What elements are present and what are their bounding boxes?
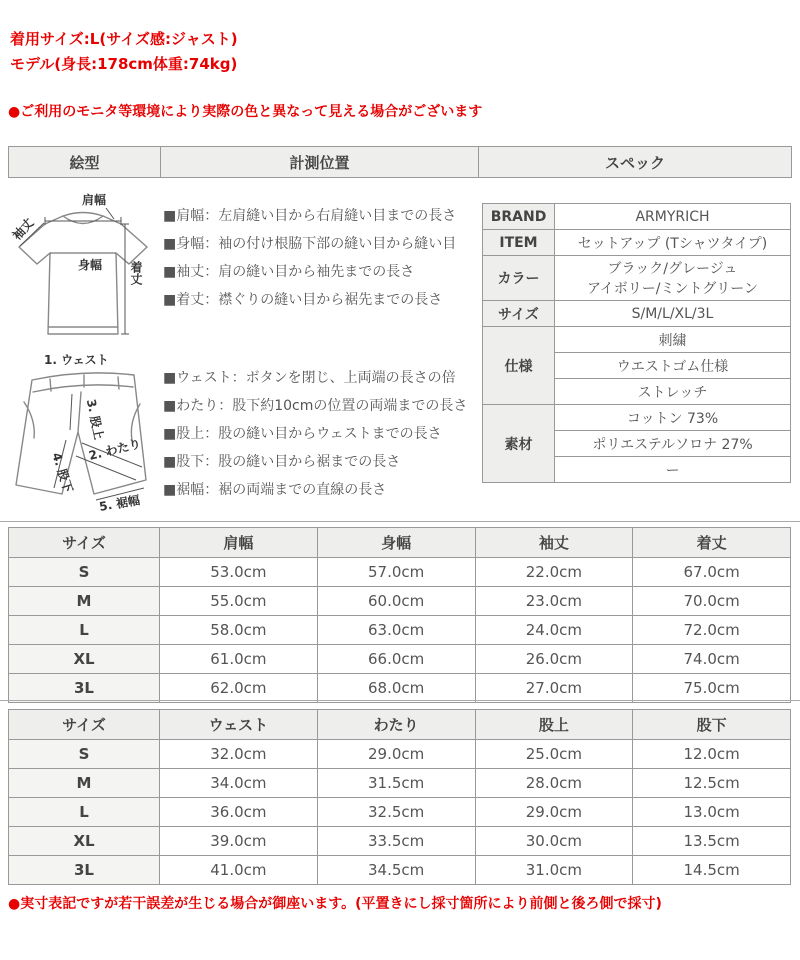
cell-value: 57.0cm [317, 558, 475, 587]
cell-value: 14.5cm [633, 856, 791, 885]
cell-value: 26.0cm [475, 645, 633, 674]
col-thigh: わたり [317, 710, 475, 740]
spec-brand-value: ARMYRICH [555, 204, 791, 230]
cell-value: 22.0cm [475, 558, 633, 587]
cell-value: 32.0cm [160, 740, 318, 769]
cell-value: 30.0cm [475, 827, 633, 856]
measure-rise: ■股上：股の縫い目からウェストまでの長さ [163, 426, 442, 442]
table-row [9, 769, 791, 798]
cell-value: 53.0cm [160, 558, 318, 587]
cell-value: 60.0cm [317, 587, 475, 616]
tshirt-diagram [6, 186, 161, 348]
tshirt-label-body-width: 身幅 [78, 258, 103, 272]
cell-value: 34.0cm [160, 769, 318, 798]
col-inseam: 股下 [633, 710, 791, 740]
spec-material-2: ポリエステルソロナ 27% [555, 431, 791, 457]
tshirt-outline [19, 213, 147, 335]
cell-value: 29.0cm [317, 740, 475, 769]
shorts-label-waist: 1. ウェスト [44, 353, 109, 367]
tshirt-collar [63, 216, 103, 224]
spec-features-label: 仕様 [483, 327, 555, 405]
cell-value: 61.0cm [160, 645, 318, 674]
shorts-waistband [33, 385, 133, 392]
cell-value: 12.5cm [633, 769, 791, 798]
tshirt-size-table [8, 527, 791, 703]
cell-value: 27.0cm [475, 674, 633, 703]
cell-value: 66.0cm [317, 645, 475, 674]
cell-value: 28.0cm [475, 769, 633, 798]
spec-brand-label: BRAND [483, 204, 555, 230]
size-s: S [9, 558, 160, 587]
col-size: サイズ [9, 528, 160, 558]
shorts-label-inseam: 4. 股下 [49, 450, 76, 495]
shorts-label-hem-width: 5. 裾幅 [98, 493, 141, 514]
cell-value: 32.5cm [317, 798, 475, 827]
shorts-size-table [8, 709, 791, 885]
col-body-length: 着丈 [633, 528, 791, 558]
cell-value: 63.0cm [317, 616, 475, 645]
measure-body-length: ■着丈：襟ぐりの縫い目から裾先までの長さ [163, 292, 443, 308]
size-xl: XL [9, 645, 160, 674]
table-row [9, 616, 791, 645]
measure-sleeve-length: ■袖丈：肩の縫い目から袖先までの長さ [163, 264, 415, 280]
divider-line-top [0, 521, 800, 522]
header-measure-position: 計測位置 [161, 147, 479, 178]
cell-value: 75.0cm [633, 674, 791, 703]
size-m: M [9, 587, 160, 616]
cell-value: 70.0cm [633, 587, 791, 616]
cell-value: 29.0cm [475, 798, 633, 827]
spec-color-line2: アイボリー/ミントグリーン [587, 281, 758, 297]
spec-feature-3: ストレッチ [555, 379, 791, 405]
tshirt-label-body-length: 着丈 [129, 261, 143, 285]
col-body-width: 身幅 [317, 528, 475, 558]
cell-value: 74.0cm [633, 645, 791, 674]
size-l: L [9, 616, 160, 645]
col-waist: ウェスト [160, 710, 318, 740]
cell-value: 13.5cm [633, 827, 791, 856]
cell-value: 31.0cm [475, 856, 633, 885]
measure-body-width: ■身幅：袖の付け根脇下部の縫い目から縫い目 [163, 236, 457, 252]
cell-value: 12.0cm [633, 740, 791, 769]
cell-value: 72.0cm [633, 616, 791, 645]
cell-value: 13.0cm [633, 798, 791, 827]
spec-feature-2: ウエストゴム仕様 [555, 353, 791, 379]
col-size: サイズ [9, 710, 160, 740]
spec-item-value: セットアップ (Tシャツタイプ) [555, 230, 791, 256]
size-s: S [9, 740, 160, 769]
col-sleeve-length: 袖丈 [475, 528, 633, 558]
measure-waist: ■ウェスト：ボタンを閉じ、上両端の長さの倍 [163, 370, 456, 386]
spec-table [482, 203, 791, 483]
cell-value: 62.0cm [160, 674, 318, 703]
cell-value: 34.5cm [317, 856, 475, 885]
model-info-text: モデル(身長:178cm体重:74kg) [10, 55, 238, 73]
cell-value: 24.0cm [475, 616, 633, 645]
spec-color-label: カラー [483, 256, 555, 301]
table-row [9, 674, 791, 703]
spec-color-line1: ブラック/グレージュ [607, 261, 738, 277]
shorts-diagram [2, 348, 164, 516]
size-l: L [9, 798, 160, 827]
measure-shoulder-width: ■肩幅：左肩縫い目から右肩縫い目までの長さ [163, 208, 457, 224]
spec-material-1: コットン 73% [555, 405, 791, 431]
cell-value: 25.0cm [475, 740, 633, 769]
info-header-table [8, 146, 792, 178]
spec-size-value: S/M/L/XL/3L [555, 301, 791, 327]
tshirt-measure-descriptions [163, 202, 485, 314]
measurement-disclaimer-note: ●実寸表記ですが若干誤差が生じる場合が御座います。(平置きにし採寸箇所により前側と後ろ側で採寸) [8, 896, 662, 912]
cell-value: 39.0cm [160, 827, 318, 856]
cell-value: 31.5cm [317, 769, 475, 798]
tshirt-label-sleeve-length: 袖丈 [9, 215, 37, 243]
tshirt-label-shoulder-width: 肩幅 [82, 193, 107, 207]
cell-value: 36.0cm [160, 798, 318, 827]
shorts-label-thigh: 2. わたり [87, 436, 143, 463]
measure-inseam: ■股下：股の縫い目から裾までの長さ [163, 454, 401, 470]
cell-value: 41.0cm [160, 856, 318, 885]
divider-line-bottom [0, 700, 800, 701]
cell-value: 58.0cm [160, 616, 318, 645]
header-spec: スペック [479, 147, 792, 178]
spec-feature-1: 刺繍 [555, 327, 791, 353]
col-rise: 股上 [475, 710, 633, 740]
table-row [9, 827, 791, 856]
cell-value: 33.5cm [317, 827, 475, 856]
shorts-fly-line [78, 392, 81, 432]
table-row [9, 645, 791, 674]
table-row [9, 558, 791, 587]
spec-material-label: 素材 [483, 405, 555, 483]
cell-value: 55.0cm [160, 587, 318, 616]
size-m: M [9, 769, 160, 798]
shorts-label-rise: 3. 股上 [83, 397, 107, 441]
header-drawing: 絵型 [9, 147, 161, 178]
spec-size-label: サイズ [483, 301, 555, 327]
col-shoulder-width: 肩幅 [160, 528, 318, 558]
size-xl: XL [9, 827, 160, 856]
size-3l: 3L [9, 674, 160, 703]
cell-value: 68.0cm [317, 674, 475, 703]
measure-thigh: ■わたり：股下約10cmの位置の両端までの長さ [163, 398, 468, 414]
cell-value: 67.0cm [633, 558, 791, 587]
spec-color-value [555, 256, 791, 301]
table-row [9, 798, 791, 827]
cell-value: 23.0cm [475, 587, 633, 616]
measure-hem-width: ■裾幅：裾の両端までの直線の長さ [163, 482, 387, 498]
spec-material-3: ー [555, 457, 791, 483]
wearing-size-text: 着用サイズ:L(サイズ感:ジャスト) [10, 30, 238, 48]
table-row [9, 740, 791, 769]
size-3l: 3L [9, 856, 160, 885]
shorts-measure-descriptions [163, 364, 485, 504]
table-row [9, 856, 791, 885]
spec-item-label: ITEM [483, 230, 555, 256]
monitor-color-note: ●ご利用のモニタ等環境により実際の色と異なって見える場合がございます [8, 104, 483, 120]
table-header-row [9, 528, 791, 558]
table-row [9, 587, 791, 616]
table-header-row [9, 710, 791, 740]
